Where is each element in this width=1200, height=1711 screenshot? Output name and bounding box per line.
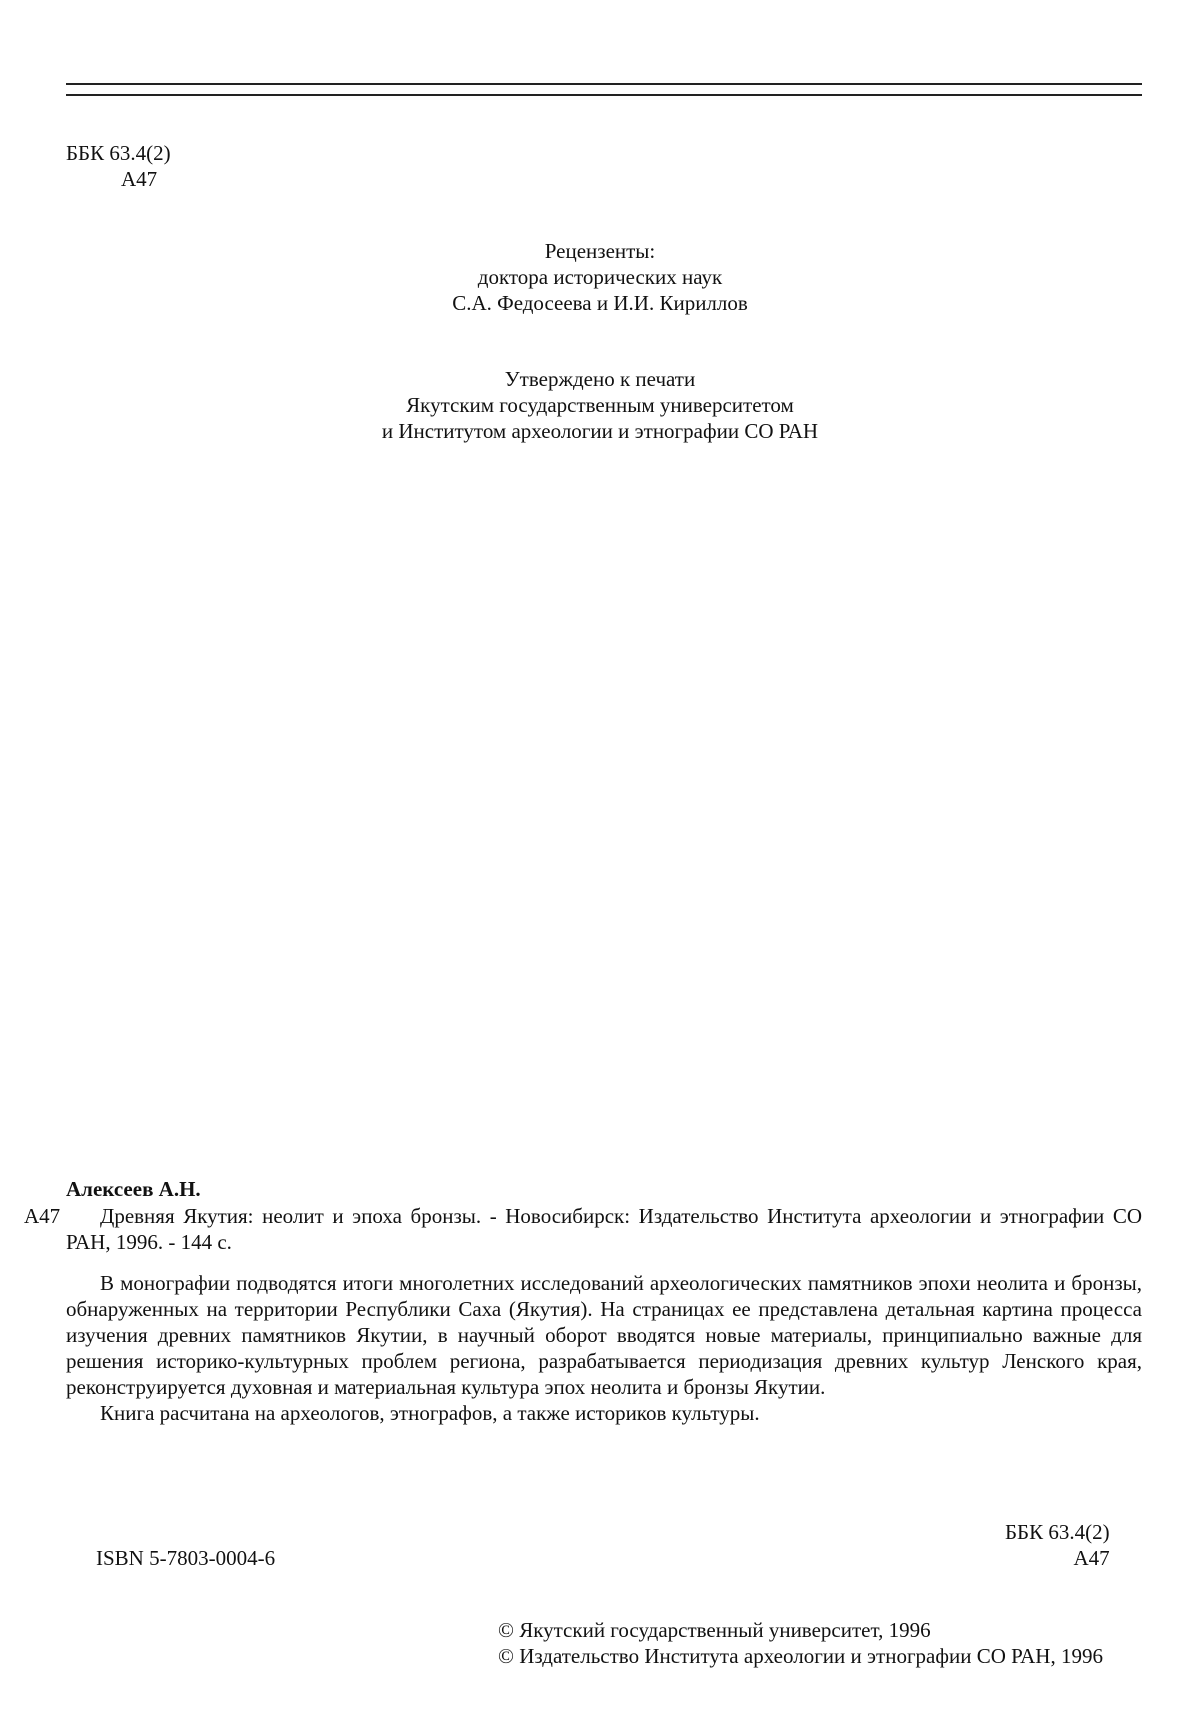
reviewers-block [0, 238, 1200, 316]
abstract [66, 1270, 1142, 1426]
bbk-code: ББК 63.4(2) [66, 141, 171, 165]
approval-line-2: Якутским государственным университетом [406, 393, 794, 417]
reviewers-title: доктора исторических наук [477, 265, 723, 289]
copyright-line-2: © Издательство Института археологии и этнографии СО РАН, 1996 [498, 1644, 1103, 1668]
abstract-paragraph-1: В монографии подводятся итоги многолетних исследований археологических памятников эпохи неолита и бронзы, обнаруженных на территории Республики Саха (Якутия). На страницах ее представлена детальная картина процесса изучения древних памятников Якутии, в научный оборот вводятся новые материалы, принципиально важные для решения историко-культурных проблем региона, разрабатывается периодизация древних культур Ленского края, реконструируется духовная и материальная культура эпох неолита и бронзы Якутии. [66, 1271, 1142, 1399]
bbk-classification-bottom [1005, 1519, 1110, 1571]
reviewers-names: С.А. Федосеева и И.И. Кириллов [452, 291, 748, 315]
reviewers-heading: Рецензенты: [544, 239, 656, 263]
author-name: Алексеев А.Н. [66, 1177, 201, 1201]
top-rule-second [66, 94, 1142, 96]
copyright-line-1: © Якутский государственный университет, 1996 [498, 1618, 931, 1642]
abstract-paragraph-2: Книга расчитана на археологов, этнографов, а также историков культуры. [100, 1401, 760, 1425]
author-sign: А47 [1073, 1546, 1110, 1570]
isbn: ISBN 5-7803-0004-6 [96, 1546, 276, 1570]
approval-block [0, 366, 1200, 444]
author-sign: А47 [121, 167, 158, 191]
bibliography-code: А47 [24, 1204, 61, 1228]
bbk-code: ББК 63.4(2) [1005, 1520, 1110, 1544]
approval-line-3: и Институтом археологии и этнографии СО РАН [381, 419, 819, 443]
approval-line-1: Утверждено к печати [504, 367, 696, 391]
copyright-block [498, 1617, 1103, 1669]
top-rule [66, 83, 1142, 85]
bbk-classification-top [66, 140, 171, 192]
bibliography-entry: Древняя Якутия: неолит и эпоха бронзы. - Новосибирск: Издательство Института археологии и этнографии СО РАН, 1996. - 144 с. [66, 1204, 1142, 1254]
